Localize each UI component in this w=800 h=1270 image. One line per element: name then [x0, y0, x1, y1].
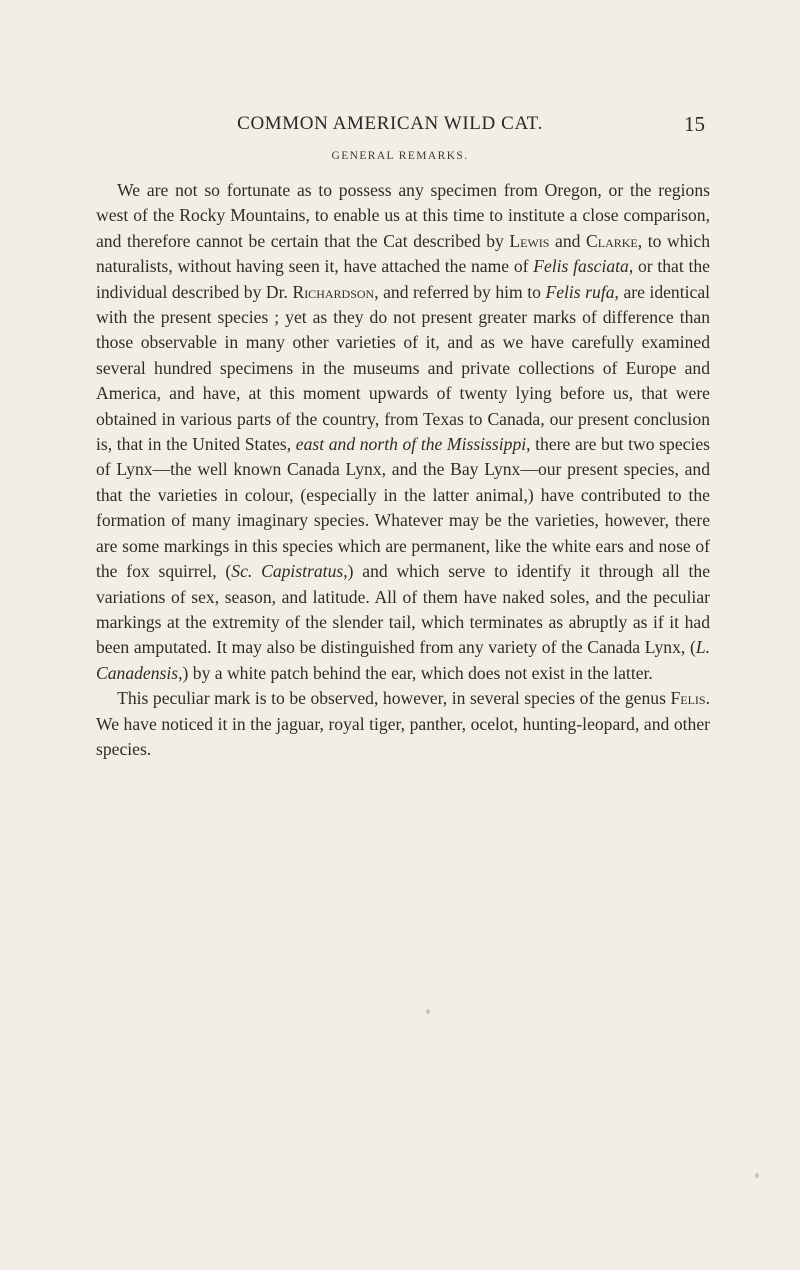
paper-speck: [426, 1009, 430, 1014]
section-heading: GENERAL REMARKS.: [331, 150, 469, 162]
italic-term: Felis rufa: [545, 281, 615, 302]
small-caps-name: Lewis: [509, 230, 550, 251]
italic-term: Sc. Capistratus: [231, 561, 344, 582]
small-caps-name: Felis: [670, 688, 706, 709]
text-run: , to which naturalists, without having seen it, have attached the name of: [96, 230, 711, 277]
text-run: , and referred by him to: [374, 281, 546, 302]
italic-term: Felis fasciata: [533, 256, 629, 277]
paper-speck: [755, 1173, 759, 1178]
text-run: This peculiar mark is to be observed, however, in several species of the genus: [117, 688, 671, 709]
body-text: [96, 178, 710, 762]
text-run: ,) and which serve to identify it through all the variations of sex, season, and latitude. All of them have naked soles, and the peculiar markings at the extremity of the slender tail, which terminates as abruptly as if it had been amputated. It may also be distinguished from any variety of the Canada Lynx, (: [96, 561, 711, 658]
page-number: 15: [684, 112, 705, 136]
small-caps-name: Richardson: [292, 281, 375, 302]
text-run: and: [549, 230, 587, 251]
text-run: We are not so fortunate as to possess any specimen from Oregon, or the regions west of the Rocky Mountains, to enable us at this time to institute a close comparison, and therefore cannot be certain that the Cat described by: [96, 180, 710, 251]
paragraph-1: [96, 178, 710, 686]
running-header: [0, 113, 800, 139]
text-run: , there are but two species of Lynx—the well known Canada Lynx, and the Bay Lynx—our present species, and that the varieties in colour, (especially in the latter animal,) have contributed to the formation of many imaginary species. Whatever may be the varieties, however, there are some markings in this species which are permanent, like the white ears and nose of the fox squirrel, (: [96, 434, 710, 582]
text-run: ,) by a white patch behind the ear, which does not exist in the latter.: [178, 662, 653, 683]
small-caps-name: Clarke: [586, 230, 638, 251]
text-run: , or that the individual described by Dr.: [96, 256, 710, 302]
text-run: . We have noticed it in the jaguar, royal tiger, panther, ocelot, hunting-leopard, and other species.: [96, 688, 710, 759]
text-run: , are identical with the present species ; yet as they do not present greater marks of difference than those observable in many other varieties of it, and as we have carefully examined several hundred specimens in the museums and private collections of Europe and America, and have, at this moment upwards of twenty lying before us, that were obtained in various parts of the country, from Texas to Canada, our present conclusion is, that in the United States,: [96, 281, 711, 455]
italic-term: east and north of the Mississippi: [295, 434, 527, 455]
italic-term: L. Canadensis: [96, 637, 710, 683]
paragraph-2: [96, 686, 710, 762]
running-title: COMMON AMERICAN WILD CAT.: [237, 113, 543, 134]
